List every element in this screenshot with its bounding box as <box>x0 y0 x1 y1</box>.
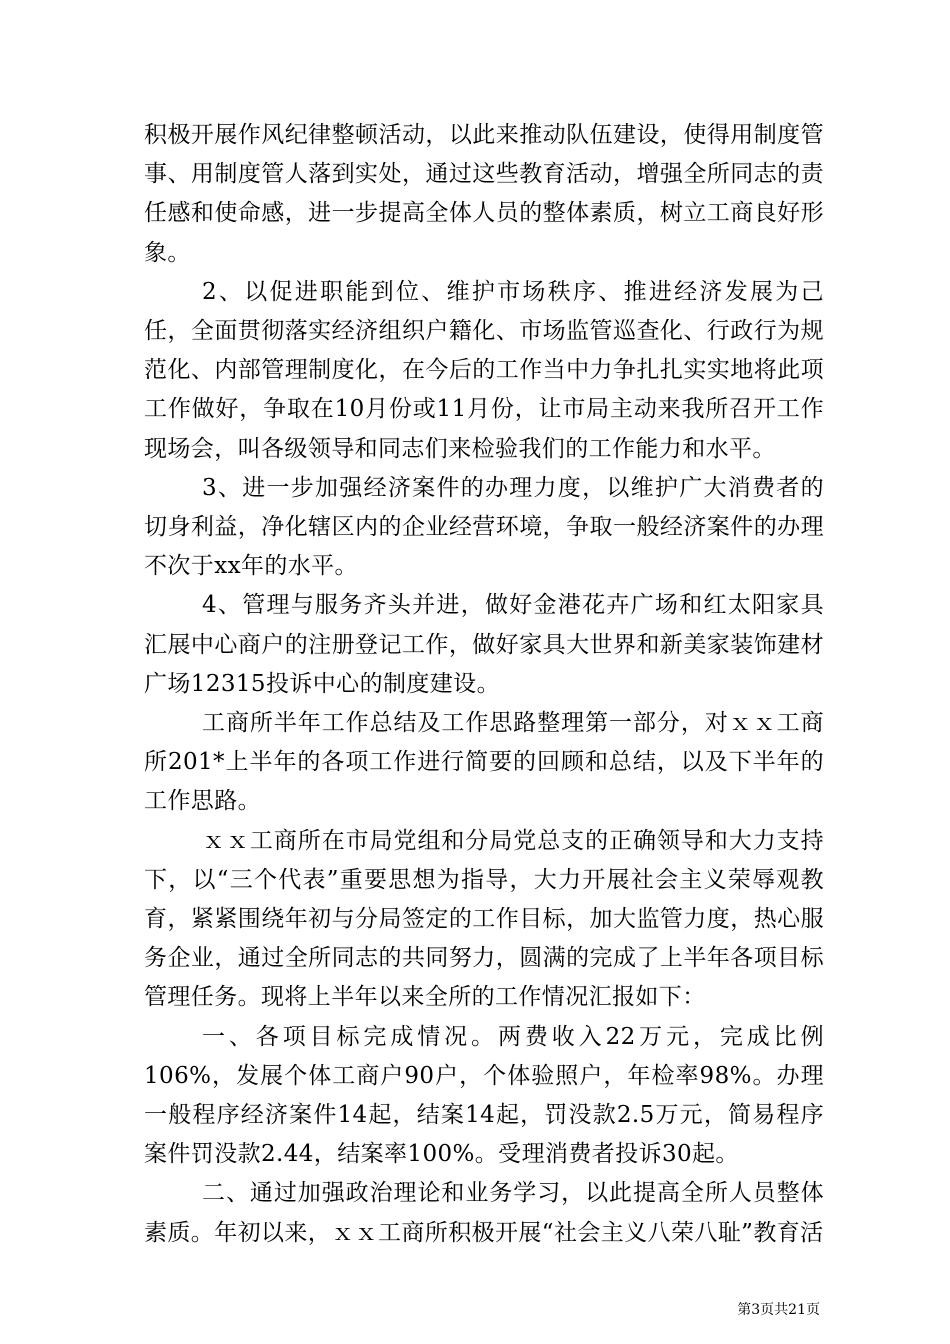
paragraph-summary-intro: 工商所半年工作总结及工作思路整理第一部分，对ｘｘ工商所201*上半年的各项工作进行简要的回顾和总结，以及下半年的工作思路。 <box>144 710 824 815</box>
paragraph-section-2: 二、通过加强政治理论和业务学习，以此提高全所人员整体素质。年初以来，ｘｘ工商所积极开展“社会主义八荣八耻”教育活 <box>144 1180 824 1246</box>
paragraph-item-2: 2、以促进职能到位、维护市场秩序、推进经济发展为己任，全面贯彻落实经济组织户籍化、市场监管巡查化、行政行为规范化、内部管理制度化，在今后的工作当中力争扎扎实实地将此项工作做好，争取在10月份或11月份，让市局主动来我所召开工作现场会，叫各级领导和同志们来检验我们的工作能力和水平。 <box>144 278 824 462</box>
paragraph-item-3: 3、进一步加强经济案件的办理力度，以维护广大消费者的切身利益，净化辖区内的企业经营环境，争取一般经济案件的办理不次于xx年的水平。 <box>144 474 824 580</box>
paragraph-overview: ｘｘ工商所在市局党组和分局党总支的正确领导和大力支持下，以“三个代表”重要思想为指导，大力开展社会主义荣辱观教育，紧紧围绕年初与分局签定的工作目标，加大监管力度，热心服务企业，通过全所同志的共同努力，圆满的完成了上半年各项目标管理任务。现将上半年以来全所的工作情况汇报如下： <box>144 827 824 1011</box>
paragraph-section-1: 一、各项目标完成情况。两费收入22万元，完成比例106%，发展个体工商户90户，个体验照户，年检率98%。办理一般程序经济案件14起，结案14起，罚没款2.5万元，简易程序案件罚没款2.44，结案率100%。受理消费者投诉30起。 <box>144 1023 824 1168</box>
page-number-footer: 第3页共21页 <box>737 1302 820 1318</box>
paragraph-continuation: 积极开展作风纪律整顿活动，以此来推动队伍建设，使得用制度管事、用制度管人落到实处，通过这些教育活动，增强全所同志的责任感和使命感，进一步提高全体人员的整体素质，树立工商良好形象。 <box>144 122 824 266</box>
document-body <box>144 116 824 1253</box>
paragraph-item-4: 4、管理与服务齐头并进，做好金港花卉广场和红太阳家具汇展中心商户的注册登记工作，做好家具大世界和新美家装饰建材广场12315投诉中心的制度建设。 <box>144 592 824 697</box>
